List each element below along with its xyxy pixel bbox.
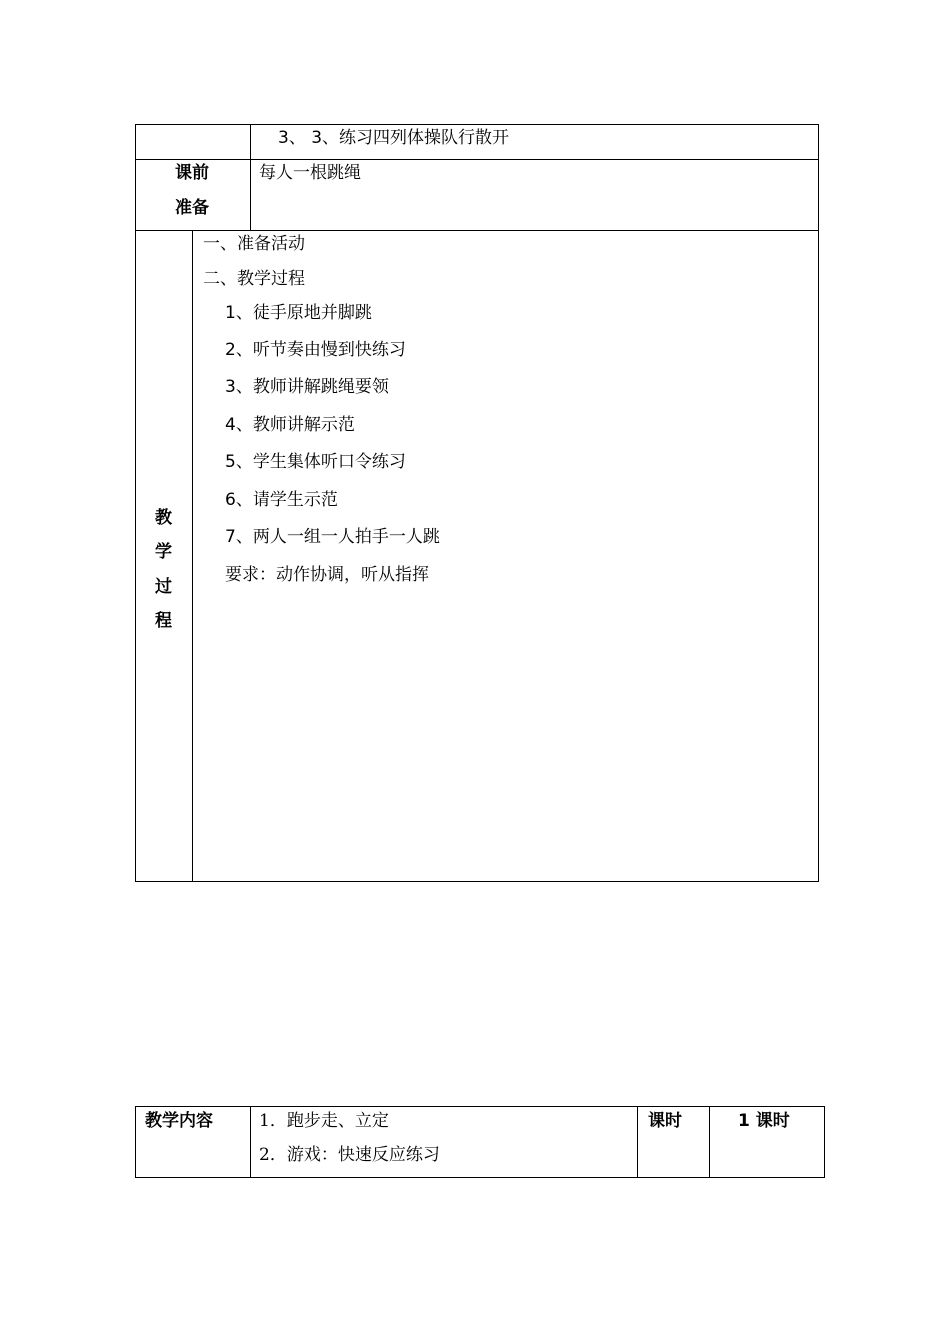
process-line-2: 二、教学过程	[203, 269, 305, 289]
process-line-7: 5、学生集体听口令练习	[225, 452, 406, 472]
process-label-char-2: 学	[155, 542, 172, 562]
process-line-6: 4、教师讲解示范	[225, 415, 355, 435]
process-line-4: 2、听节奏由慢到快练习	[225, 340, 406, 360]
process-line-8: 6、请学生示范	[225, 490, 338, 510]
process-line-9: 7、两人一组一人拍手一人跳	[225, 527, 440, 547]
process-line-3: 1、徒手原地并脚跳	[225, 303, 372, 323]
content-line-1: 1．跑步走、立定	[259, 1111, 389, 1131]
process-line-10: 要求：动作协调，听从指挥	[225, 565, 429, 585]
prep-label-line1: 课前	[175, 163, 209, 183]
process-label-char-1: 教	[155, 508, 172, 528]
prep-content: 每人一根跳绳	[259, 163, 361, 183]
process-label-char-4: 程	[155, 611, 172, 631]
process-line-5: 3、教师讲解跳绳要领	[225, 377, 389, 397]
content-label: 教学内容	[145, 1111, 213, 1131]
prep-label-line2: 准备	[175, 198, 209, 218]
hours-label: 课时	[648, 1111, 682, 1131]
process-label-char-3: 过	[155, 577, 172, 597]
hours-value: 1 课时	[738, 1111, 790, 1131]
process-line-1: 一、准备活动	[203, 234, 305, 254]
objective-item-3: 3、 3、练习四列体操队行散开	[278, 128, 510, 148]
content-line-2: 2．游戏：快速反应练习	[259, 1145, 440, 1165]
